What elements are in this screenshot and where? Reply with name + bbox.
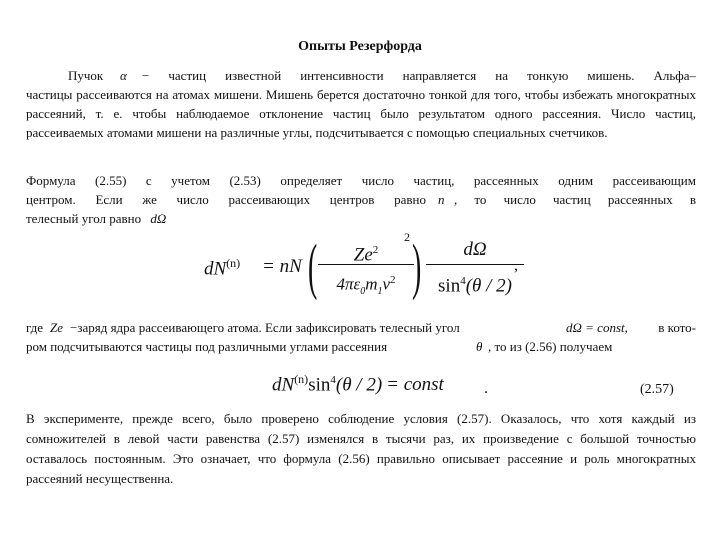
para3-line2: [26, 337, 696, 356]
domega-inline: dΩ: [150, 211, 167, 226]
alpha-symbol: α: [120, 68, 127, 83]
n-symbol: n: [438, 192, 445, 207]
domega-const: dΩ = const,: [566, 320, 628, 335]
para2-line3: [26, 209, 696, 228]
formula-256-left-paren: (: [308, 233, 318, 301]
formula-256-fraction1: [318, 236, 414, 298]
para3-line1-b: −заряд ядра рассеивающего атома. Если зафиксировать телесный угол: [70, 320, 460, 335]
formula-257-dot: .: [484, 380, 488, 397]
formula-257-sin-sup: 4: [330, 374, 336, 386]
para2-line1: Формула (2.55) с учетом (2.53) определяет число частиц, рассеянных одним рассеивающим: [26, 173, 696, 188]
formula-256-numerator: Ze$^2$: [353, 244, 379, 266]
formula-256-lhs: $dN^{(n)}$: [204, 256, 241, 280]
formula-256-denominator: $4\pi\varepsilon_0m_1v^2$: [336, 274, 396, 298]
para3-where: где: [26, 320, 44, 335]
paragraph-conclusion: В эксперименте, прежде всего, было проверено соблюдение условия (2.57). Оказалось, что хотя каждый из сомножителей в левой части равенства (2.57) изменялся в тысячи раз, их произведение с большой точностью оставалось постоянным. Это означает, что формула (2.56) правильно описывает рассеяние и роль многократных рассеяний несущественна.: [26, 411, 696, 486]
para3-line1-c: в кото-: [658, 320, 696, 335]
para2-line2: [26, 190, 696, 209]
formula-257-eq: = const: [386, 374, 444, 396]
formula-257-sup-n: (n): [294, 372, 309, 386]
formula-2-56: [200, 230, 530, 306]
para3-line2-b: , то из (2.56) получаем: [488, 339, 613, 354]
formula-256-eq: = nN: [262, 256, 302, 277]
formula-256-comma: ,: [514, 257, 518, 274]
page-title: Опыты Резерфорда: [298, 39, 422, 54]
formula-256-outer-sup: 2: [404, 230, 410, 244]
para2-line2-b: , то число частиц рассеянных в: [454, 192, 696, 207]
formula-257-sin: sin: [308, 374, 331, 396]
para3-line2-a: ром подсчитываются частицы под различными углами рассеяния: [26, 339, 388, 354]
formula-257-lhs: dN: [272, 374, 295, 396]
theta-symbol: θ: [476, 339, 483, 354]
formula-256-right-paren: ): [412, 233, 422, 301]
intro-word-puchok: Пучок: [68, 68, 104, 83]
formula-2-57: [272, 372, 502, 402]
formula-256-fraction2: [426, 236, 524, 297]
paragraph-intro-rest: частицы рассеиваются на атомах мишени. Мишень берется достаточно тонкой для того, чтобы избежать многократных рассеяний, т. е. чтобы наблюдаемое отклонение частиц было результатом одного рассеяния. Число частиц, рассеиваемых атомами мишени на различные углы, подсчитывается с помощью специальных счетчиков.: [26, 87, 696, 140]
paragraph-intro: [26, 66, 696, 142]
paragraph-const-angle: [26, 318, 696, 356]
formula-257-label: (2.57): [640, 382, 674, 397]
ze-symbol: Ze: [50, 320, 63, 335]
para2-line2-a: центром. Если же число рассеивающих центров равно: [26, 192, 426, 207]
formula-256-domega: dΩ: [463, 239, 487, 260]
paragraph-formula-intro: [26, 171, 696, 228]
intro-line1-text: − частиц известной интенсивности направляется на тонкую мишень. Альфа–: [142, 68, 696, 83]
para2-line3-text: телесный угол равно: [26, 211, 142, 226]
para3-line1: [26, 318, 696, 337]
paragraph-intro-line1: [26, 66, 696, 85]
formula-257-arg: (θ / 2): [335, 374, 383, 396]
formula-256-sup-n: (n): [226, 256, 241, 270]
formula-256-sin-term: $\sin^4(\theta / 2)$: [438, 275, 512, 297]
